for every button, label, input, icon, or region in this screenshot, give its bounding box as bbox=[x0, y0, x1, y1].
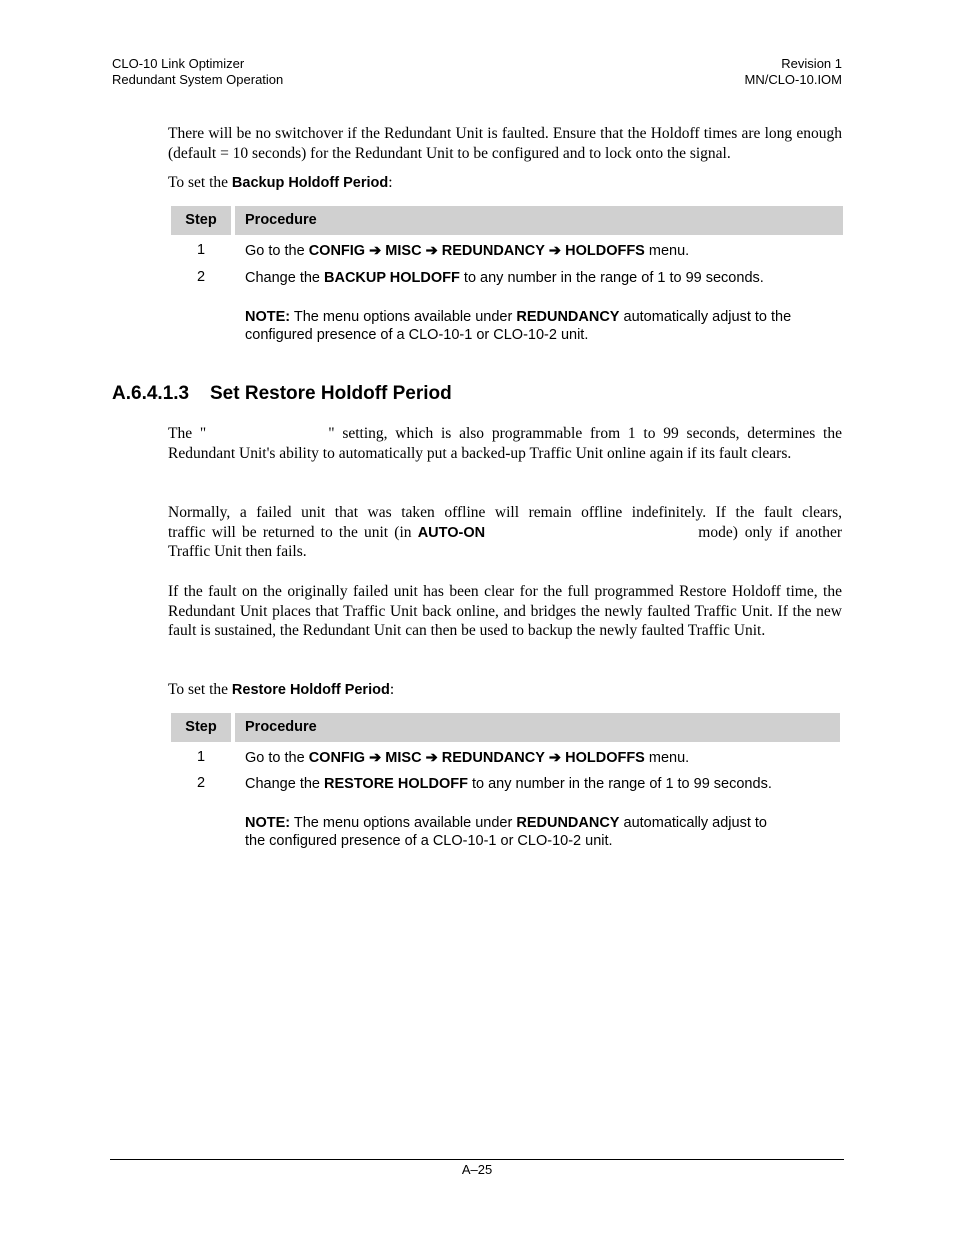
arrow-icon: ➔ bbox=[548, 243, 562, 259]
page-number: A–25 bbox=[461, 1162, 493, 1177]
section-number: A.6.4.1.3 bbox=[112, 383, 190, 404]
arrow-icon: ➔ bbox=[548, 750, 562, 766]
arrow-icon: ➔ bbox=[425, 750, 438, 766]
step-number: 2 bbox=[196, 775, 206, 791]
restore-intro-paragraph: The " " setting, which is also programmable from 1 to 99 seconds, determines the Redundant Unit's ability to automatically put a backed-up Traffic Unit online again if its fault clears. bbox=[168, 425, 842, 462]
procedure-text: Go to the CONFIG ➔ MISC ➔ REDUNDANCY ➔ HOLDOFFS menu. bbox=[245, 243, 690, 259]
procedure-text: Go to the CONFIG ➔ MISC ➔ REDUNDANCY ➔ HOLDOFFS menu. bbox=[245, 750, 690, 766]
arrow-icon: ➔ bbox=[369, 750, 382, 766]
step-number: 1 bbox=[196, 749, 206, 765]
step-number: 1 bbox=[196, 242, 206, 258]
doc-number: MN/CLO-10.IOM bbox=[744, 72, 842, 87]
running-header-left bbox=[112, 56, 283, 88]
offline-paragraph: Normally, a failed unit that was taken offline will remain offline indefinitely. If the fault clears, traffic will be returned to the unit (in AUTO-ON mode) only if another Traffic Unit then fails. bbox=[168, 504, 842, 560]
procedure-text: Change the BACKUP HOLDOFF to any number in the range of 1 to 99 seconds. bbox=[245, 270, 764, 286]
arrow-icon: ➔ bbox=[425, 243, 438, 259]
footer-rule bbox=[110, 1159, 844, 1160]
arrow-icon: ➔ bbox=[369, 243, 382, 259]
backup-procedure-table bbox=[171, 206, 843, 346]
section-title: Set Restore Holdoff Period bbox=[210, 383, 452, 404]
chapter-title: Redundant System Operation bbox=[112, 72, 284, 87]
running-header-right bbox=[744, 56, 842, 88]
procedure-text: Change the RESTORE HOLDOFF to any number in the range of 1 to 99 seconds. bbox=[245, 776, 772, 792]
restore-behavior-paragraph: If the fault on the originally failed unit has been clear for the full programmed Restore Holdoff time, the Redundant Unit places that Traffic Unit back online, and bridges the newly faulted Traffic Unit. If the new fault is sustained, the Redundant Unit can then be used to backup the newly faulted Traffic Unit. bbox=[168, 583, 842, 639]
table-header-procedure: Procedure bbox=[235, 713, 840, 742]
intro-paragraph: There will be no switchover if the Redundant Unit is faulted. Ensure that the Holdoff times are long enough (default = 10 seconds) for the Redundant Unit to be configured and to lock onto the signal. bbox=[168, 125, 842, 162]
backup-set-line: To set the Backup Holdoff Period: bbox=[168, 174, 393, 191]
procedure-note: NOTE: The menu options available under REDUNDANCY automatically adjust to the configured presence of a CLO-10-1 or CLO-10-2 unit. bbox=[245, 815, 767, 849]
restore-set-line: To set the Restore Holdoff Period: bbox=[168, 681, 395, 698]
table-header-procedure: Procedure bbox=[235, 206, 843, 235]
table-header-step: Step bbox=[171, 713, 231, 742]
procedure-note: NOTE: The menu options available under REDUNDANCY automatically adjust to the configured presence of a CLO-10-1 or CLO-10-2 unit. bbox=[245, 309, 792, 343]
section-heading bbox=[112, 383, 452, 405]
table-header-step: Step bbox=[171, 206, 231, 235]
step-number: 2 bbox=[196, 269, 206, 285]
restore-procedure-table bbox=[171, 713, 840, 853]
revision: Revision 1 bbox=[781, 56, 842, 71]
doc-title: CLO-10 Link Optimizer bbox=[112, 56, 245, 71]
